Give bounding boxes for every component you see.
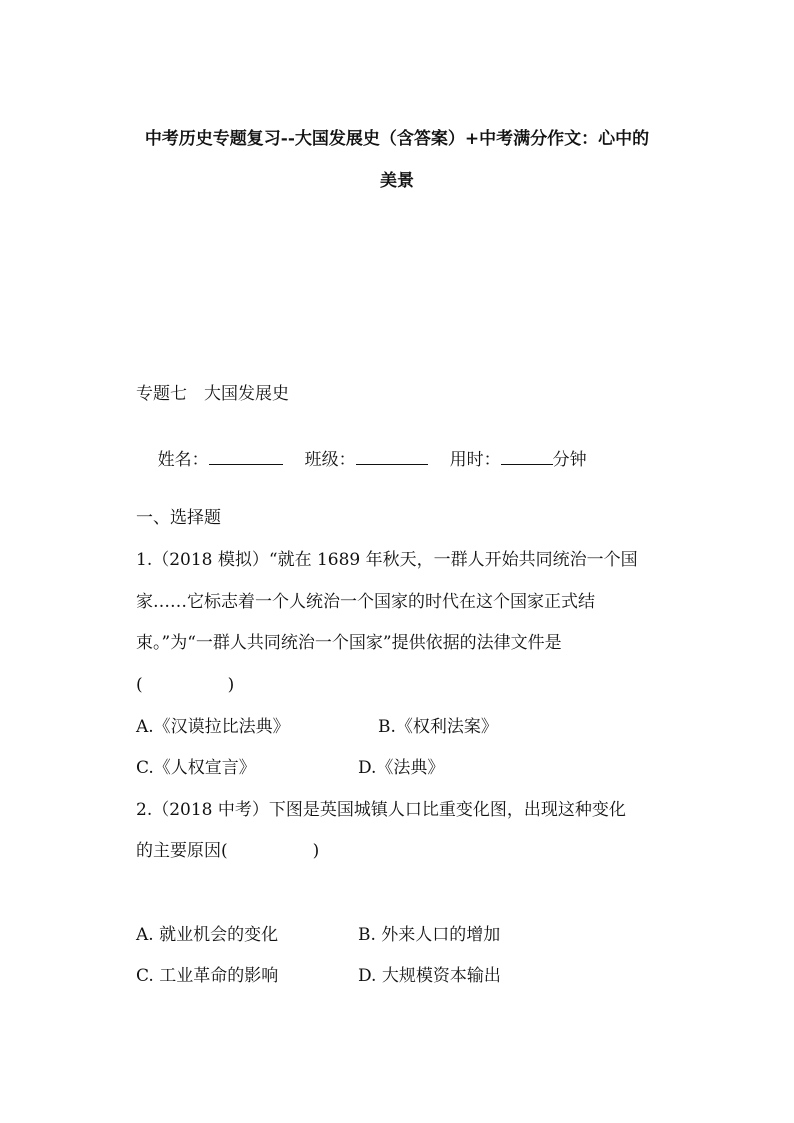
document-title-continued: 美景	[380, 171, 414, 191]
section-heading: 专题七 大国发展史	[136, 384, 289, 404]
question-1-answer-blank: ( )	[136, 675, 235, 695]
question-2-option-d: D. 大规模资本输出	[358, 966, 501, 986]
question-1-option-b: B.《权利法案》	[378, 717, 498, 737]
time-label: 用时：	[449, 450, 501, 470]
class-blank[interactable]	[356, 446, 428, 465]
student-info-row	[136, 424, 587, 493]
question-2-line-2: 的主要原因( )	[136, 841, 320, 861]
question-1-option-c: C.《人权宣言》	[136, 758, 256, 778]
question-2-option-b: B. 外来人口的增加	[358, 925, 501, 945]
class-label: 班级：	[304, 450, 356, 470]
name-label: 姓名：	[157, 450, 209, 470]
question-2-line-1: 2.（2018 中考）下图是英国城镇人口比重变化图，出现这种变化	[136, 800, 626, 820]
question-1-option-d: D.《法典》	[358, 758, 445, 778]
question-2-option-a: A. 就业机会的变化	[136, 925, 279, 945]
question-2-option-c: C. 工业革命的影响	[136, 966, 279, 986]
part-heading: 一、选择题	[136, 508, 221, 528]
question-1-line-1: 1.（2018 模拟）“就在 1689 年秋天，一群人开始共同统治一个国	[136, 550, 638, 570]
question-1-line-2: 家……它标志着一个人统治一个国家的时代在这个国家正式结	[136, 592, 595, 612]
time-unit: 分钟	[552, 450, 587, 470]
question-1-option-a: A.《汉谟拉比法典》	[136, 717, 290, 737]
question-1-line-3: 束。”为“一群人共同统治一个国家”提供依据的法律文件是	[136, 633, 562, 653]
name-blank[interactable]	[209, 446, 283, 465]
document-title: 中考历史专题复习--大国发展史（含答案）+中考满分作文：心中的	[144, 129, 650, 149]
time-blank[interactable]	[501, 446, 553, 465]
